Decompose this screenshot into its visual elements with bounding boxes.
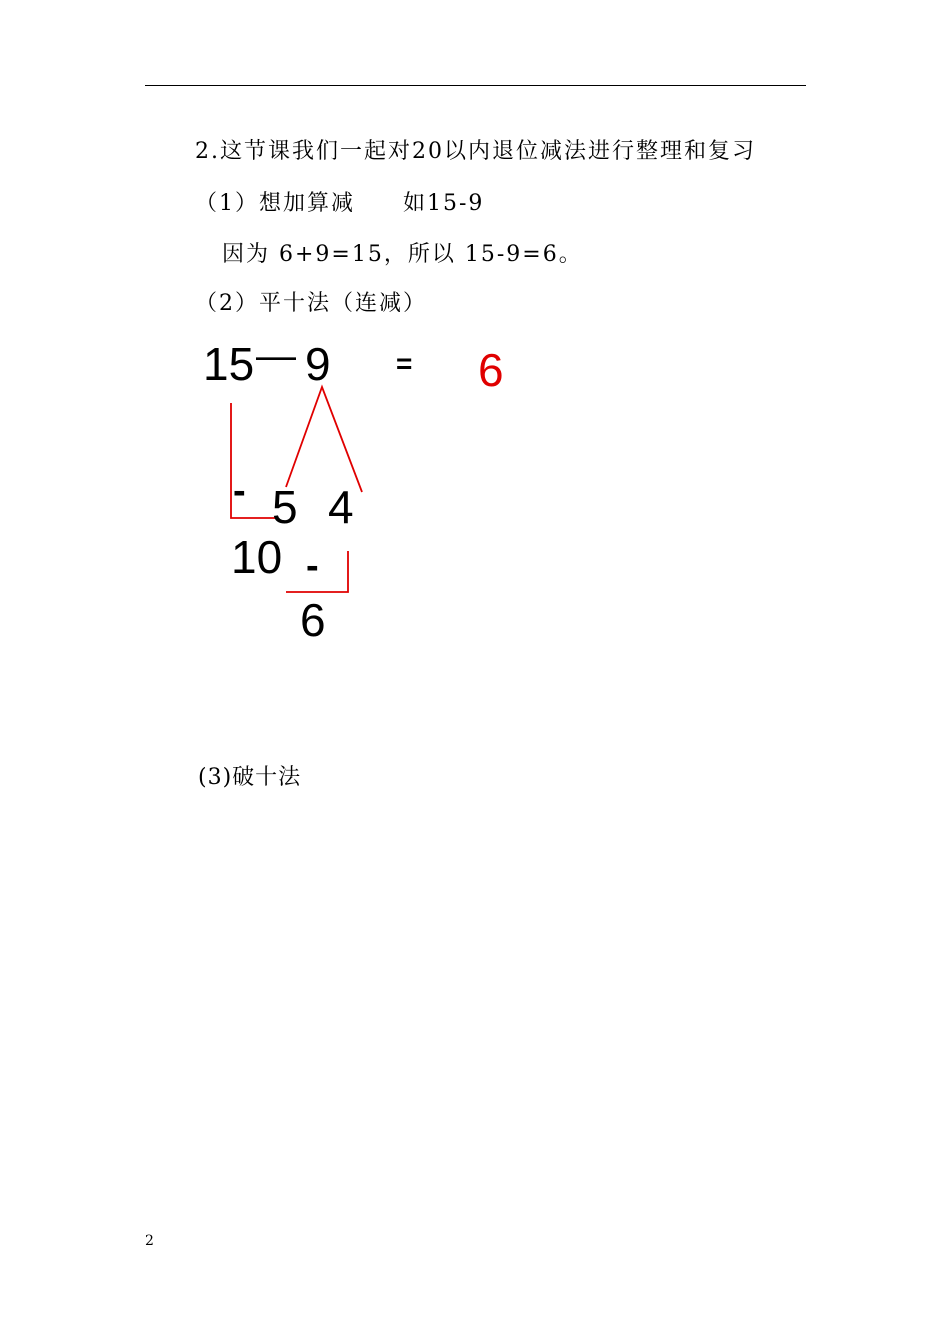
ten-value: 10: [231, 531, 283, 583]
subtrahend: 9: [305, 338, 331, 390]
method-2-title: （2）平十法（连减）: [195, 291, 427, 316]
equals-sign: =: [396, 348, 413, 379]
final-result: 6: [478, 344, 504, 396]
method-1-explanation: 因为 6+9=15，所以 15-9=6。: [222, 242, 583, 267]
bottom-result: 6: [300, 594, 326, 646]
page-number: 2: [145, 1233, 154, 1249]
method-1-title: （1）想加算减 如15-9: [195, 191, 485, 216]
method-3-title: (3)破十法: [198, 765, 302, 790]
minus-operator-2: -: [306, 545, 319, 587]
minus-operator-1: -: [233, 470, 246, 512]
split-lines: [286, 387, 362, 492]
part-five: 5: [272, 481, 298, 533]
part-four: 4: [328, 481, 354, 533]
section-heading: 2.这节课我们一起对20以内退位减法进行整理和复习: [195, 139, 756, 164]
minuend: 15: [203, 338, 255, 390]
minus-sign: —: [256, 334, 296, 378]
